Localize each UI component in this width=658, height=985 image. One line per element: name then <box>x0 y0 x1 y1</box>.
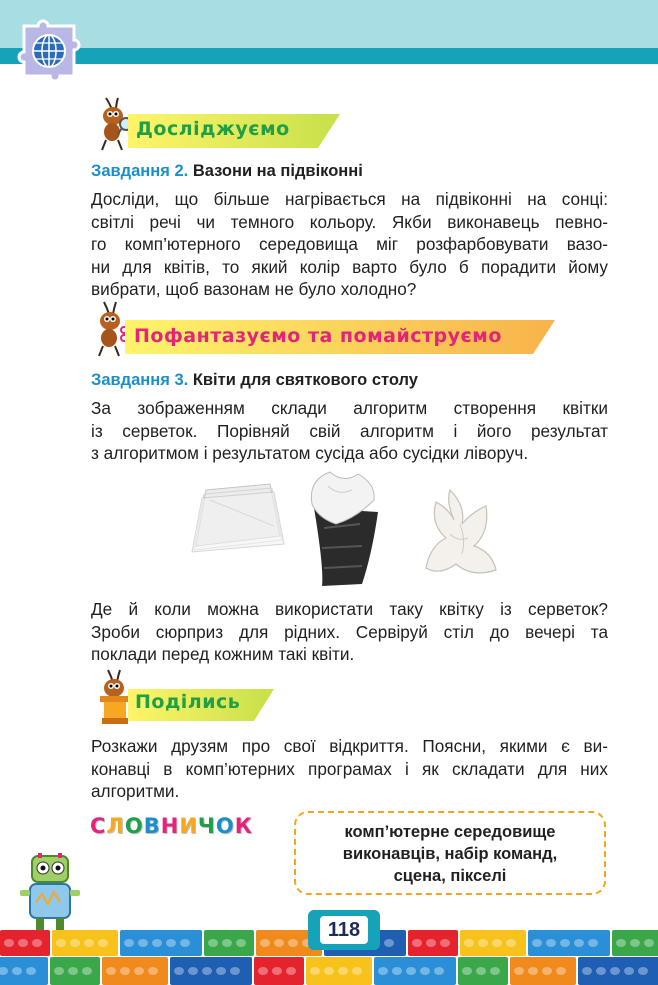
lego-stud <box>310 967 320 975</box>
lego-stud <box>324 967 334 975</box>
lego-stud <box>434 967 444 975</box>
lego-stud <box>56 939 66 947</box>
napkin-flower-image <box>420 484 504 580</box>
lego-stud <box>124 939 134 947</box>
lego-stud <box>54 967 64 975</box>
lego-stud <box>546 939 556 947</box>
task2-line: світлі речі чи темного кольору. Якби виконавець певно- <box>91 211 608 232</box>
vocabulary-title <box>90 814 253 838</box>
lego-stud <box>492 939 502 947</box>
lego-stud <box>644 939 654 947</box>
lego-stud <box>98 939 108 947</box>
lego-stud <box>464 939 474 947</box>
robot-mascot-icon <box>18 852 84 932</box>
lego-stud <box>638 967 648 975</box>
lego-stud <box>596 967 606 975</box>
lego-stud <box>12 967 22 975</box>
lego-stud <box>392 967 402 975</box>
lego-stud <box>152 939 162 947</box>
lego-stud <box>426 939 436 947</box>
lego-stud <box>32 939 42 947</box>
task2-heading <box>91 162 363 181</box>
task3-label: Завдання 3. <box>91 371 189 389</box>
lego-stud <box>286 967 296 975</box>
task2-text <box>91 188 608 301</box>
globe-puzzle-icon <box>16 18 82 84</box>
lego-stud <box>338 967 348 975</box>
lego-stud <box>84 939 94 947</box>
lego-stud <box>588 939 598 947</box>
top-band <box>0 0 658 48</box>
lego-stud <box>4 939 14 947</box>
lego-stud <box>174 967 184 975</box>
vocabulary-title-letter: С <box>90 814 107 838</box>
task3-line: За зображенням склади алгоритм створення квітки <box>91 398 608 418</box>
vocabulary-title-letter: И <box>179 814 198 838</box>
lego-stud <box>18 939 28 947</box>
lego-stud <box>236 939 246 947</box>
lego-stud <box>462 967 472 975</box>
lego-stud <box>630 939 640 947</box>
vocabulary-title-letter: В <box>143 814 161 838</box>
fantasize-title: Пофантазуємо та помайструємо <box>134 325 502 347</box>
lego-stud <box>560 939 570 947</box>
explore-title: Досліджуємо <box>136 118 290 140</box>
lego-stud <box>542 967 552 975</box>
top-stripe <box>0 48 658 64</box>
lego-stud <box>68 967 78 975</box>
lego-stud <box>106 967 116 975</box>
task2-line: вибрати, щоб вазонам не було холодно? <box>91 279 417 299</box>
lego-stud <box>288 939 298 947</box>
lego-stud <box>478 939 488 947</box>
vocabulary-line: виконавців, набір команд, <box>342 845 558 863</box>
vocabulary-title-letter: О <box>124 814 144 838</box>
task2-line: Досліди, що більше нагрівається на підвіконні на сонці: <box>91 189 608 209</box>
lego-stud <box>574 939 584 947</box>
lego-stud <box>384 939 394 947</box>
vocabulary-title-letter: Л <box>106 814 125 838</box>
lego-stud <box>82 967 92 975</box>
vocabulary-box <box>294 811 606 895</box>
lego-stud <box>272 967 282 975</box>
task3-followup-line: Де й коли можна використати таку квітку із серветок? <box>91 599 608 619</box>
vocabulary-line: комп’ютерне середовище <box>344 823 556 841</box>
lego-stud <box>532 939 542 947</box>
task3-text <box>91 397 608 465</box>
lego-stud <box>180 939 190 947</box>
lego-stud <box>556 967 566 975</box>
lego-stud <box>616 939 626 947</box>
task3-line: з алгоритмом і результатом сусіда або сусідки ліворуч. <box>91 443 529 463</box>
lego-stud <box>610 967 620 975</box>
lego-stud <box>352 967 362 975</box>
lego-stud <box>188 967 198 975</box>
lego-stud <box>148 967 158 975</box>
lego-stud <box>440 939 450 947</box>
vocabulary-title-letter: Н <box>160 814 180 838</box>
lego-stud <box>406 967 416 975</box>
lego-stud <box>514 967 524 975</box>
lego-stud <box>412 939 422 947</box>
lego-stud <box>120 967 130 975</box>
lego-stud <box>70 939 80 947</box>
lego-stud <box>208 939 218 947</box>
task3-heading <box>91 371 418 390</box>
lego-stud <box>138 939 148 947</box>
lego-stud <box>420 967 430 975</box>
lego-stud <box>274 939 284 947</box>
task2-line: го комп’ютерного середовища міг розфарбовувати вазо- <box>91 234 608 254</box>
share-line: алгоритми. <box>91 781 180 801</box>
share-text <box>91 735 608 803</box>
share-title: Поділись <box>135 691 241 713</box>
task2-line: ни для квітів, то який колір варто було б порадити йому <box>91 256 608 277</box>
lego-stud <box>378 967 388 975</box>
page-number: 118 <box>320 916 368 944</box>
task3-title: Квіти для святкового столу <box>192 371 418 389</box>
lego-stud <box>490 967 500 975</box>
task3-followup-line: поклади перед кожним такі квіти. <box>91 644 355 664</box>
task2-label: Завдання 2. <box>91 162 189 180</box>
napkin-stack-image <box>190 480 286 554</box>
lego-stud <box>134 967 144 975</box>
task3-followup-text <box>91 598 608 666</box>
lego-stud <box>26 967 36 975</box>
share-line: Розкажи друзям про свої відкриття. Поясни, якими є ви- <box>91 736 608 756</box>
task3-line: із серветок. Порівняй свій алгоритм і його результат <box>91 420 608 441</box>
task2-title: Вазони на підвіконні <box>192 162 363 180</box>
lego-stud <box>476 967 486 975</box>
vocabulary-title-letter: К <box>234 814 253 838</box>
lego-stud <box>582 967 592 975</box>
lego-stud <box>230 967 240 975</box>
share-line: конавці в комп’ютерних програмах і як складати для них <box>91 758 608 779</box>
task3-followup-line: Зроби сюрприз для рідних. Сервіруй стіл до вечері та <box>91 621 608 642</box>
rolled-napkin-image <box>300 468 386 590</box>
lego-stud <box>166 939 176 947</box>
lego-stud <box>624 967 634 975</box>
lego-stud <box>216 967 226 975</box>
lego-stud <box>202 967 212 975</box>
lego-stud <box>260 939 270 947</box>
vocabulary-title-letter: Ч <box>197 814 216 838</box>
lego-stud <box>222 939 232 947</box>
vocabulary-title-letter: О <box>215 814 235 838</box>
lego-stud <box>506 939 516 947</box>
lego-stud <box>528 967 538 975</box>
vocabulary-line: сцена, пікселі <box>393 867 507 885</box>
lego-stud <box>258 967 268 975</box>
